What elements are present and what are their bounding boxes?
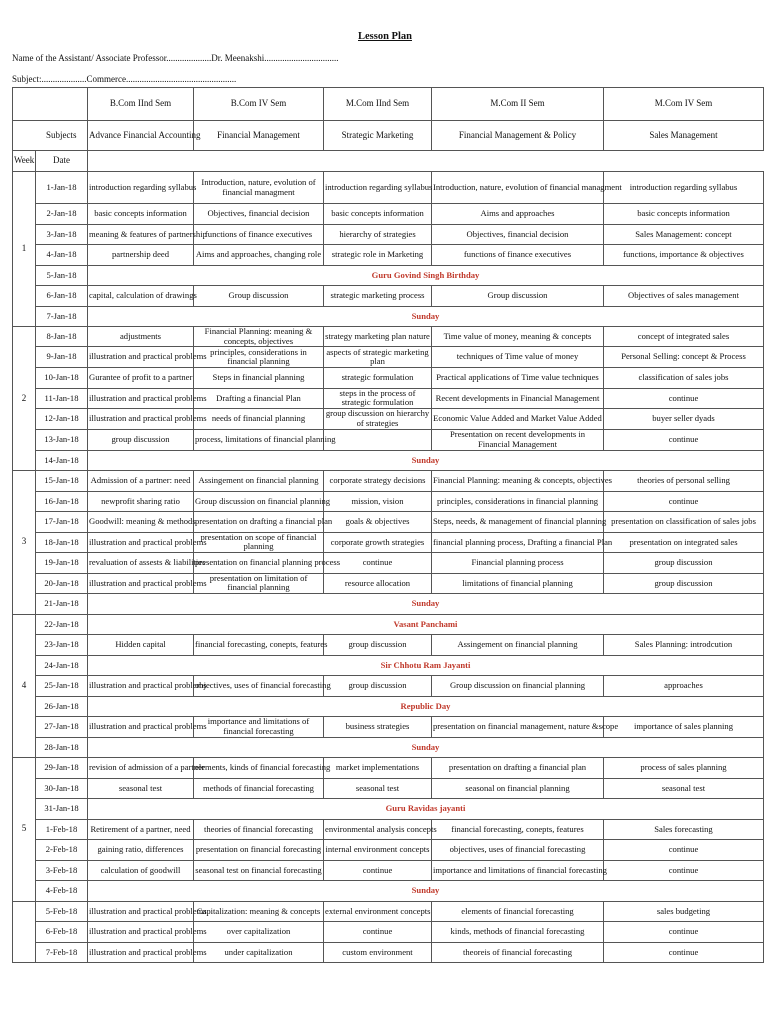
topic-cell: sales budgeting [604,901,764,922]
subject-header-row [13,121,764,151]
date-cell: 5-Jan-18 [36,265,88,286]
topic-cell: goals & objectives [324,512,432,533]
topic-cell: objectives, uses of financial forecasting [432,840,604,861]
subject-line: Subject:....................Commerce................................................. [12,74,237,84]
topic-cell: capital, calculation of drawings [88,286,194,307]
topic-cell: environmental analysis concepts [324,819,432,840]
topic-cell: importance and limitations of financial forecasting [194,717,324,738]
topic-cell: continue [324,553,432,574]
topic-cell: illustration and practical problems [88,942,194,963]
date-cell: 20-Jan-18 [36,573,88,594]
date-cell: 19-Jan-18 [36,553,88,574]
topic-cell: seasonal test [604,778,764,799]
topic-cell: group discussion [324,676,432,697]
date-cell: 7-Jan-18 [36,306,88,327]
topic-cell: Financial planning process [432,553,604,574]
topic-cell: financial planning process, Drafting a financial Plan [432,532,604,553]
subject-header: Financial Management & Policy [432,121,604,151]
topic-cell: newprofit sharing ratio [88,491,194,512]
topic-cell: illustration and practical problems [88,347,194,368]
topic-cell: concept of integrated sales [604,327,764,347]
holiday-row [13,881,764,902]
date-cell: 6-Feb-18 [36,922,88,943]
subject-header: Financial Management [194,121,324,151]
topic-cell: approaches [604,676,764,697]
topic-cell: basic concepts information [324,204,432,225]
table-row [13,204,764,225]
table-row [13,860,764,881]
table-row [13,819,764,840]
week-number [13,901,36,963]
table-row [13,840,764,861]
topic-cell: Group discussion on financial planning [432,676,604,697]
holiday-label: Sunday [88,450,764,471]
course-header: B.Com IInd Sem [88,88,194,121]
topic-cell: custom environment [324,942,432,963]
topic-cell: continue [324,860,432,881]
topic-cell: market implementations [324,758,432,779]
topic-cell: introduction regarding syllabus [88,172,194,204]
date-cell: 8-Jan-18 [36,327,88,347]
holiday-row [13,450,764,471]
date-cell: 6-Jan-18 [36,286,88,307]
topic-cell: Assingement on financial planning [194,471,324,492]
table-row [13,286,764,307]
topic-cell: Aims and approaches [432,204,604,225]
topic-cell: revaluation of assests & liabilities [88,553,194,574]
holiday-label: Guru Govind Singh Birthday [88,265,764,286]
date-cell: 24-Jan-18 [36,655,88,676]
week-number: 2 [13,327,36,471]
course-header-row [13,88,764,121]
week-number: 4 [13,614,36,758]
topic-cell: kinds, methods of financial forecasting [432,922,604,943]
topic-cell: presentation on classification of sales jobs [604,512,764,533]
table-row [13,532,764,553]
table-row [13,635,764,656]
topic-cell: corporate growth strategies [324,532,432,553]
topic-cell: functions, importance & objectives [604,245,764,266]
table-row [13,717,764,738]
page-title: Lesson Plan [358,31,412,42]
topic-cell: Financial Planning: meaning & concepts, objectives [194,327,324,347]
topic-cell: continue [604,840,764,861]
topic-cell: Sales forecasting [604,819,764,840]
date-cell: 26-Jan-18 [36,696,88,717]
topic-cell: strategic formulation [324,368,432,389]
topic-cell: presentation on financial forecasting [194,840,324,861]
topic-cell: presentation on limitation of financial planning [194,573,324,594]
topic-cell: classification of sales jobs [604,368,764,389]
topic-cell: Time value of money, meaning & concepts [432,327,604,347]
topic-cell: financial forecasting, conepts, features [194,635,324,656]
topic-cell: over capitalization [194,922,324,943]
topic-cell: corporate strategy decisions [324,471,432,492]
topic-cell: Assingement on financial planning [432,635,604,656]
topic-cell: continue [324,922,432,943]
holiday-row [13,799,764,820]
topic-cell: theories of personal selling [604,471,764,492]
topic-cell: Steps, needs, & management of financial planning [432,512,604,533]
date-cell: 28-Jan-18 [36,737,88,758]
topic-cell: Admission of a partner: need [88,471,194,492]
professor-name-line: Name of the Assistant/ Associate Professor....................Dr. Meenakshi................................. [12,53,339,63]
topic-cell: continue [604,429,764,450]
topic-cell: principles, considerations in financial planning [432,491,604,512]
topic-cell: group discussion [324,635,432,656]
topic-cell: process of sales planning [604,758,764,779]
topic-cell: process, limitations of financial planning [194,429,324,450]
topic-cell: methods of financial forecasting [194,778,324,799]
topic-cell: basic concepts information [88,204,194,225]
topic-cell: Retirement of a partner, need [88,819,194,840]
topic-cell: Recent developments in Financial Management [432,388,604,409]
date-cell: 1-Jan-18 [36,172,88,204]
topic-cell: illustration and practical problems [88,409,194,430]
week-number: 5 [13,758,36,902]
topic-cell: seasonal test [324,778,432,799]
holiday-row [13,594,764,615]
holiday-label: Republic Day [88,696,764,717]
date-cell: 12-Jan-18 [36,409,88,430]
date-cell: 23-Jan-18 [36,635,88,656]
subject-header: Advance Financial Accounting [88,121,194,151]
table-row [13,676,764,697]
topic-cell: adjustments [88,327,194,347]
topic-cell: Objectives, financial decision [194,204,324,225]
topic-cell: meaning & features of partnership [88,224,194,245]
topic-cell: continue [604,942,764,963]
topic-cell: internal environment concepts [324,840,432,861]
topic-cell: Introduction, nature, evolution of financial managment [194,172,324,204]
table-row [13,347,764,368]
subjects-label: Subjects [36,121,88,151]
topic-cell [324,429,432,450]
topic-cell: basic concepts information [604,204,764,225]
topic-cell: calculation of goodwill [88,860,194,881]
topic-cell: presentation on drafting a financial plan [194,512,324,533]
topic-cell: presentation on financial planning process [194,553,324,574]
topic-cell: Goodwill: meaning & methods [88,512,194,533]
topic-cell: elements, kinds of financial forecasting [194,758,324,779]
topic-cell: Steps in financial planning [194,368,324,389]
lesson-plan-table [12,87,764,963]
table-row [13,942,764,963]
holiday-label: Sir Chhotu Ram Jayanti [88,655,764,676]
topic-cell: Gurantee of profit to a partner [88,368,194,389]
topic-cell: Sales Management: concept [604,224,764,245]
topic-cell: presentation on integrated sales [604,532,764,553]
holiday-row [13,737,764,758]
date-cell: 2-Jan-18 [36,204,88,225]
topic-cell: principles, considerations in financial planning [194,347,324,368]
week-number: 3 [13,471,36,615]
date-cell: 15-Jan-18 [36,471,88,492]
topic-cell: under capitalization [194,942,324,963]
topic-cell: presentation on drafting a financial plan [432,758,604,779]
topic-cell: theoreis of financial forecasting [432,942,604,963]
topic-cell: gaining ratio, differences [88,840,194,861]
topic-cell: group discussion [604,553,764,574]
table-row [13,245,764,266]
holiday-label: Sunday [88,594,764,615]
topic-cell: Group discussion on financial planning [194,491,324,512]
date-cell: 13-Jan-18 [36,429,88,450]
topic-cell: buyer seller dyads [604,409,764,430]
holiday-row [13,265,764,286]
topic-cell: seasonal test [88,778,194,799]
topic-cell: revision of admission of a partner [88,758,194,779]
topic-cell: illustration and practical problems [88,717,194,738]
holiday-row [13,696,764,717]
topic-cell: seasonal test on financial forecasting [194,860,324,881]
topic-cell: importance of sales planning [604,717,764,738]
date-cell: 31-Jan-18 [36,799,88,820]
topic-cell: Financial Planning: meaning & concepts, objectives [432,471,604,492]
date-cell: 1-Feb-18 [36,819,88,840]
topic-cell: seasonal on financial planning [432,778,604,799]
table-row [13,409,764,430]
topic-cell: presentation on financial management, nature &scope [432,717,604,738]
table-row [13,922,764,943]
topic-cell: Objectives of sales management [604,286,764,307]
holiday-row [13,655,764,676]
topic-cell: techniques of Time value of money [432,347,604,368]
date-cell: 3-Jan-18 [36,224,88,245]
date-cell: 14-Jan-18 [36,450,88,471]
date-cell: 25-Jan-18 [36,676,88,697]
topic-cell: needs of financial planning [194,409,324,430]
holiday-row [13,614,764,635]
date-cell: 18-Jan-18 [36,532,88,553]
topic-cell: hierarchy of strategies [324,224,432,245]
topic-cell: resource allocation [324,573,432,594]
topic-cell: group discussion [88,429,194,450]
topic-cell: mission, vision [324,491,432,512]
topic-cell: group discussion [604,573,764,594]
topic-cell: aspects of strategic marketing plan [324,347,432,368]
table-row [13,553,764,574]
topic-cell: business strategies [324,717,432,738]
topic-cell: theories of financial forecasting [194,819,324,840]
topic-cell: partnership deed [88,245,194,266]
topic-cell: Drafting a financial Plan [194,388,324,409]
topic-cell: illustration and practical problems [88,573,194,594]
table-row [13,512,764,533]
table-row [13,573,764,594]
course-header: M.Com IInd Sem [324,88,432,121]
date-cell: 10-Jan-18 [36,368,88,389]
topic-cell: financial forecasting, conepts, features [432,819,604,840]
topic-cell: strategy marketing plan nature [324,327,432,347]
topic-cell: external environment concepts [324,901,432,922]
topic-cell: importance and limitations of financial forecasting [432,860,604,881]
week-date-header-row [13,151,764,172]
topic-cell: limitations of financial planning [432,573,604,594]
topic-cell: Presentation on recent developments in Financial Management [432,429,604,450]
date-cell: 27-Jan-18 [36,717,88,738]
course-header: M.Com IV Sem [604,88,764,121]
date-cell: 21-Jan-18 [36,594,88,615]
topic-cell: group discussion on hierarchy of strategies [324,409,432,430]
topic-cell: continue [604,388,764,409]
topic-cell: Group discussion [432,286,604,307]
holiday-label: Sunday [88,737,764,758]
topic-cell: Capitalization: meaning & concepts [194,901,324,922]
holiday-label: Sunday [88,881,764,902]
date-cell: 9-Jan-18 [36,347,88,368]
table-row [13,471,764,492]
table-row [13,491,764,512]
topic-cell: Hidden capital [88,635,194,656]
table-row [13,172,764,204]
topic-cell: functions of finance executives [432,245,604,266]
date-cell: 17-Jan-18 [36,512,88,533]
subject-header: Strategic Marketing [324,121,432,151]
holiday-label: Guru Ravidas jayanti [88,799,764,820]
date-cell: 22-Jan-18 [36,614,88,635]
date-cell: 30-Jan-18 [36,778,88,799]
date-cell: 4-Jan-18 [36,245,88,266]
topic-cell: strategic marketing process [324,286,432,307]
table-row [13,901,764,922]
topic-cell: steps in the process of strategic formulation [324,388,432,409]
table-row [13,368,764,389]
topic-cell: illustration and practical problems [88,922,194,943]
topic-cell: Introduction, nature, evolution of financial managment [432,172,604,204]
topic-cell: continue [604,860,764,881]
table-row [13,758,764,779]
date-cell: 11-Jan-18 [36,388,88,409]
table-row [13,224,764,245]
course-header: M.Com II Sem [432,88,604,121]
table-row [13,778,764,799]
table-row [13,429,764,450]
holiday-row [13,306,764,327]
subject-header: Sales Management [604,121,764,151]
topic-cell: illustration and practical problems [88,388,194,409]
holiday-label: Vasant Panchami [88,614,764,635]
date-cell: 5-Feb-18 [36,901,88,922]
topic-cell: illustration and practical problems [88,676,194,697]
topic-cell: strategic role in Marketing [324,245,432,266]
table-row [13,327,764,347]
date-label: Date [36,151,88,172]
topic-cell: elements of financial forecasting [432,901,604,922]
holiday-label: Sunday [88,306,764,327]
topic-cell: continue [604,491,764,512]
date-cell: 7-Feb-18 [36,942,88,963]
topic-cell: introduction regarding syllabus [604,172,764,204]
course-header: B.Com IV Sem [194,88,324,121]
date-cell: 4-Feb-18 [36,881,88,902]
week-number: 1 [13,172,36,327]
table-row [13,388,764,409]
topic-cell: Personal Selling: concept & Process [604,347,764,368]
topic-cell: functions of finance executives [194,224,324,245]
topic-cell: Group discussion [194,286,324,307]
date-cell: 29-Jan-18 [36,758,88,779]
topic-cell: objectives, uses of financial forecasting [194,676,324,697]
topic-cell: Sales Planning: introdcution [604,635,764,656]
topic-cell: Practical applications of Time value techniques [432,368,604,389]
topic-cell: Objectives, financial decision [432,224,604,245]
topic-cell: illustration and practical problems [88,901,194,922]
topic-cell: continue [604,922,764,943]
week-label: Week [13,151,36,172]
topic-cell: Economic Value Added and Market Value Added [432,409,604,430]
topic-cell: Aims and approaches, changing role [194,245,324,266]
date-cell: 3-Feb-18 [36,860,88,881]
topic-cell: introduction regarding syllabus [324,172,432,204]
topic-cell: presentation on scope of financial planning [194,532,324,553]
date-cell: 2-Feb-18 [36,840,88,861]
topic-cell: illustration and practical problems [88,532,194,553]
date-cell: 16-Jan-18 [36,491,88,512]
